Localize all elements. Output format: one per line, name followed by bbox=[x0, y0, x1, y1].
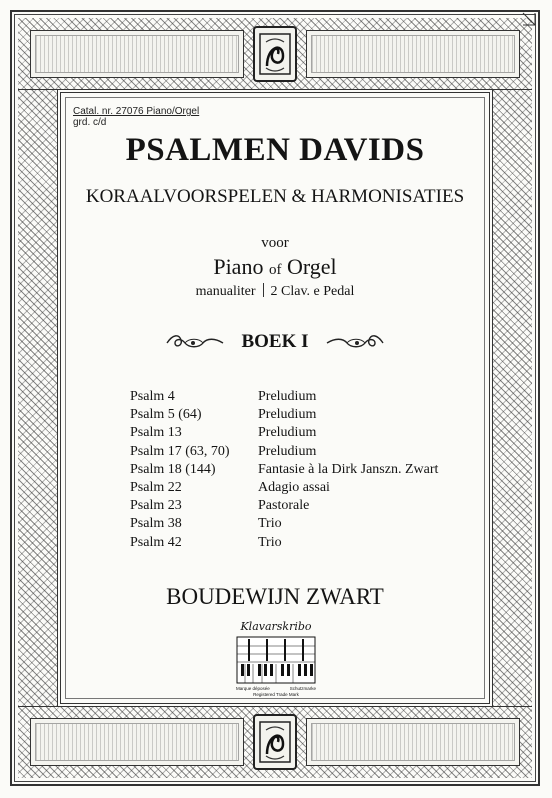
psalm-piece: Adagio assai bbox=[258, 479, 330, 495]
list-item bbox=[130, 534, 438, 552]
psalm-name: Psalm 42 bbox=[130, 534, 182, 550]
list-item bbox=[130, 497, 438, 515]
publisher-caption bbox=[232, 686, 320, 697]
book-heading bbox=[165, 330, 385, 358]
caption-bottom: Registered Trade Mark bbox=[253, 691, 299, 697]
caption-right: Schutzmarke bbox=[289, 686, 316, 691]
page-title: PSALMEN DAVIDS bbox=[125, 132, 425, 168]
page-subtitle: KORAALVOORSPELEN & HARMONISATIES bbox=[85, 186, 465, 207]
list-item bbox=[130, 424, 438, 442]
psalm-name: Psalm 17 (63, 70) bbox=[130, 443, 230, 459]
instrumentation bbox=[60, 254, 490, 280]
psalm-piece: Preludium bbox=[258, 407, 317, 423]
ornamental-band-right bbox=[492, 90, 532, 706]
list-item bbox=[130, 515, 438, 533]
composer-name: BOUDEWIJN ZWART bbox=[166, 584, 384, 609]
ornamental-band-left bbox=[18, 90, 58, 706]
monogram-medallion-icon bbox=[253, 26, 297, 82]
list-item bbox=[130, 443, 438, 461]
manual-options bbox=[60, 283, 490, 300]
psalm-list bbox=[130, 388, 438, 552]
voor-label: voor bbox=[261, 235, 289, 251]
panel-top-right bbox=[306, 30, 520, 78]
list-item bbox=[130, 406, 438, 424]
psalm-piece: Preludium bbox=[258, 443, 317, 459]
psalm-name: Psalm 23 bbox=[130, 498, 182, 514]
catalog-info bbox=[73, 106, 199, 128]
catalog-number: Catal. nr. 27076 Piano/Orgel bbox=[73, 106, 200, 117]
publisher-name: Klavarskribo bbox=[240, 620, 312, 633]
psalm-name: Psalm 5 (64) bbox=[130, 407, 202, 423]
publisher-logo bbox=[232, 620, 320, 702]
scroll-ornament-icon bbox=[325, 332, 385, 354]
psalm-piece: Trio bbox=[258, 516, 282, 532]
psalm-name: Psalm 13 bbox=[130, 425, 182, 441]
page-fold-icon bbox=[522, 12, 536, 26]
instrument-of: of bbox=[268, 262, 282, 278]
monogram-medallion-icon bbox=[253, 714, 297, 770]
psalm-piece: Trio bbox=[258, 534, 282, 550]
instrument-orgel: Orgel bbox=[286, 254, 337, 279]
keyboard-logo-icon bbox=[236, 636, 316, 684]
manual-divider bbox=[263, 283, 264, 297]
catalog-grade: grd. c/d bbox=[73, 117, 107, 128]
panel-top-left bbox=[30, 30, 244, 78]
list-item bbox=[130, 388, 438, 406]
psalm-piece: Pastorale bbox=[258, 498, 310, 514]
psalm-name: Psalm 18 (144) bbox=[130, 461, 216, 477]
manual-left: manualiter bbox=[195, 284, 256, 299]
psalm-piece: Preludium bbox=[258, 389, 317, 404]
list-item bbox=[130, 479, 438, 497]
book-label: BOEK I bbox=[241, 331, 309, 352]
manual-right: 2 Clav. e Pedal bbox=[270, 284, 355, 299]
panel-bottom-left bbox=[30, 718, 244, 766]
psalm-piece: Preludium bbox=[258, 425, 317, 441]
panel-bottom-right bbox=[306, 718, 520, 766]
list-item bbox=[130, 461, 438, 479]
instrument-piano: Piano bbox=[213, 254, 264, 279]
psalm-name: Psalm 4 bbox=[130, 389, 175, 404]
psalm-piece: Fantasie à la Dirk Janszn. Zwart bbox=[258, 461, 439, 477]
caption-left: Marque déposée bbox=[236, 686, 270, 691]
psalm-name: Psalm 22 bbox=[130, 479, 182, 495]
psalm-name: Psalm 38 bbox=[130, 516, 182, 532]
